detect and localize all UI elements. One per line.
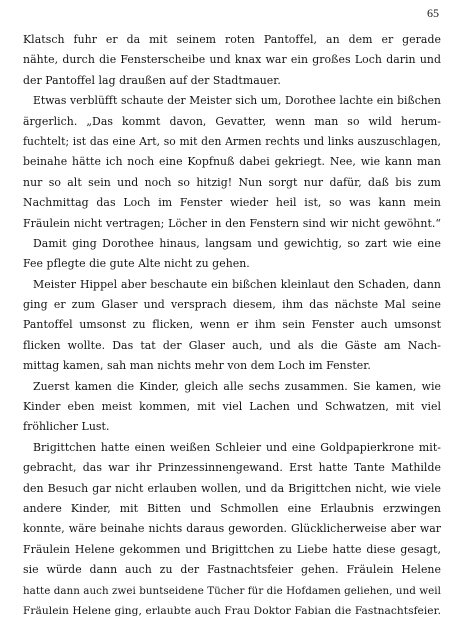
text-line: gebracht, das war ihr Prinzessinnengewand. Erst hatte Tante Mathilde	[23, 461, 441, 475]
text-line: nur so alt sein und noch so hitzig! Nun sorgt nur dafür, daß bis zum	[23, 175, 441, 189]
text-line: ging er zum Glaser und versprach diesem, ihm das nächste Mal seine	[23, 298, 441, 312]
text-line: fröhlicher Lust.	[23, 420, 110, 434]
text-line: sie würde dann auch zu der Fastnachtsfeier gehen. Fräulein Helene	[23, 563, 441, 577]
body-text	[23, 30, 441, 621]
text-line: Pantoffel umsonst zu flicken, wenn er ihm sein Fenster auch umsonst	[23, 318, 441, 332]
text-line: Damit ging Dorothee hinaus, langsam und gewichtig, so zart wie eine	[33, 236, 441, 250]
text-line: Fräulein Helene gekommen und Brigittchen zu Liebe hatte diese gesagt,	[23, 542, 441, 556]
text-line: flicken wollte. Das tat der Glaser auch, und als die Gäste am Nach-	[23, 338, 441, 352]
text-line: nähte, durch die Fensterscheibe und knax war ein großes Loch darin und	[23, 53, 441, 67]
page-number: 65	[427, 6, 439, 20]
text-line: fuchtelt; ist das eine Art, so mit den Armen rechts und links auszuschlagen,	[23, 134, 441, 148]
text-line: mittag kamen, sah man nichts mehr von dem Loch im Fenster.	[23, 359, 371, 373]
text-line: Nachmittag das Loch im Fenster wieder heil ist, so was kann mein	[23, 196, 441, 210]
text-line: beinahe hätte ich noch eine Kopfnuß dabei gekriegt. Nee, wie kann man	[23, 155, 441, 169]
text-line: ärgerlich. „Das kommt davon, Gevatter, wenn man so wild herum-	[23, 114, 441, 128]
text-line: Kinder eben meist kommen, mit viel Lachen und Schwatzen, mit viel	[23, 400, 441, 414]
text-line: Meister Hippel aber beschaute ein bißchen kleinlaut den Schaden, dann	[33, 277, 441, 291]
text-line: den Besuch gar nicht erlauben wollen, und da Brigittchen nicht, wie viele	[23, 481, 441, 495]
text-line: andere Kinder, mit Bitten und Schmollen eine Erlaubnis erzwingen	[23, 501, 441, 515]
text-line: Fee pflegte die gute Alte nicht zu gehen.	[23, 257, 250, 271]
text-line: Brigittchen hatte einen weißen Schleier und eine Goldpapierkrone mit-	[33, 440, 441, 454]
text-line: hatte dann auch zwei buntseidene Tücher für die Hofdamen geliehen, und weil	[23, 584, 441, 597]
text-line: Fräulein nicht vertragen; Löcher in den Fenstern sind wir nicht gewöhnt.“	[23, 216, 441, 230]
text-line: der Pantoffel lag draußen auf der Stadtmauer.	[23, 73, 281, 87]
text-line: Etwas verblüfft schaute der Meister sich um, Dorothee lachte ein bißchen	[33, 94, 441, 108]
text-line: konnte, wäre beinahe nichts daraus geworden. Glücklicherweise aber war	[23, 522, 441, 536]
text-line: Klatsch fuhr er da mit seinem roten Pantoffel, an dem er gerade	[23, 33, 441, 46]
text-line: Zuerst kamen die Kinder, gleich alle sechs zusammen. Sie kamen, wie	[33, 379, 441, 393]
text-line: Fräulein Helene ging, erlaubte auch Frau Doktor Fabian die Fastnachtsfeier.	[23, 604, 441, 617]
